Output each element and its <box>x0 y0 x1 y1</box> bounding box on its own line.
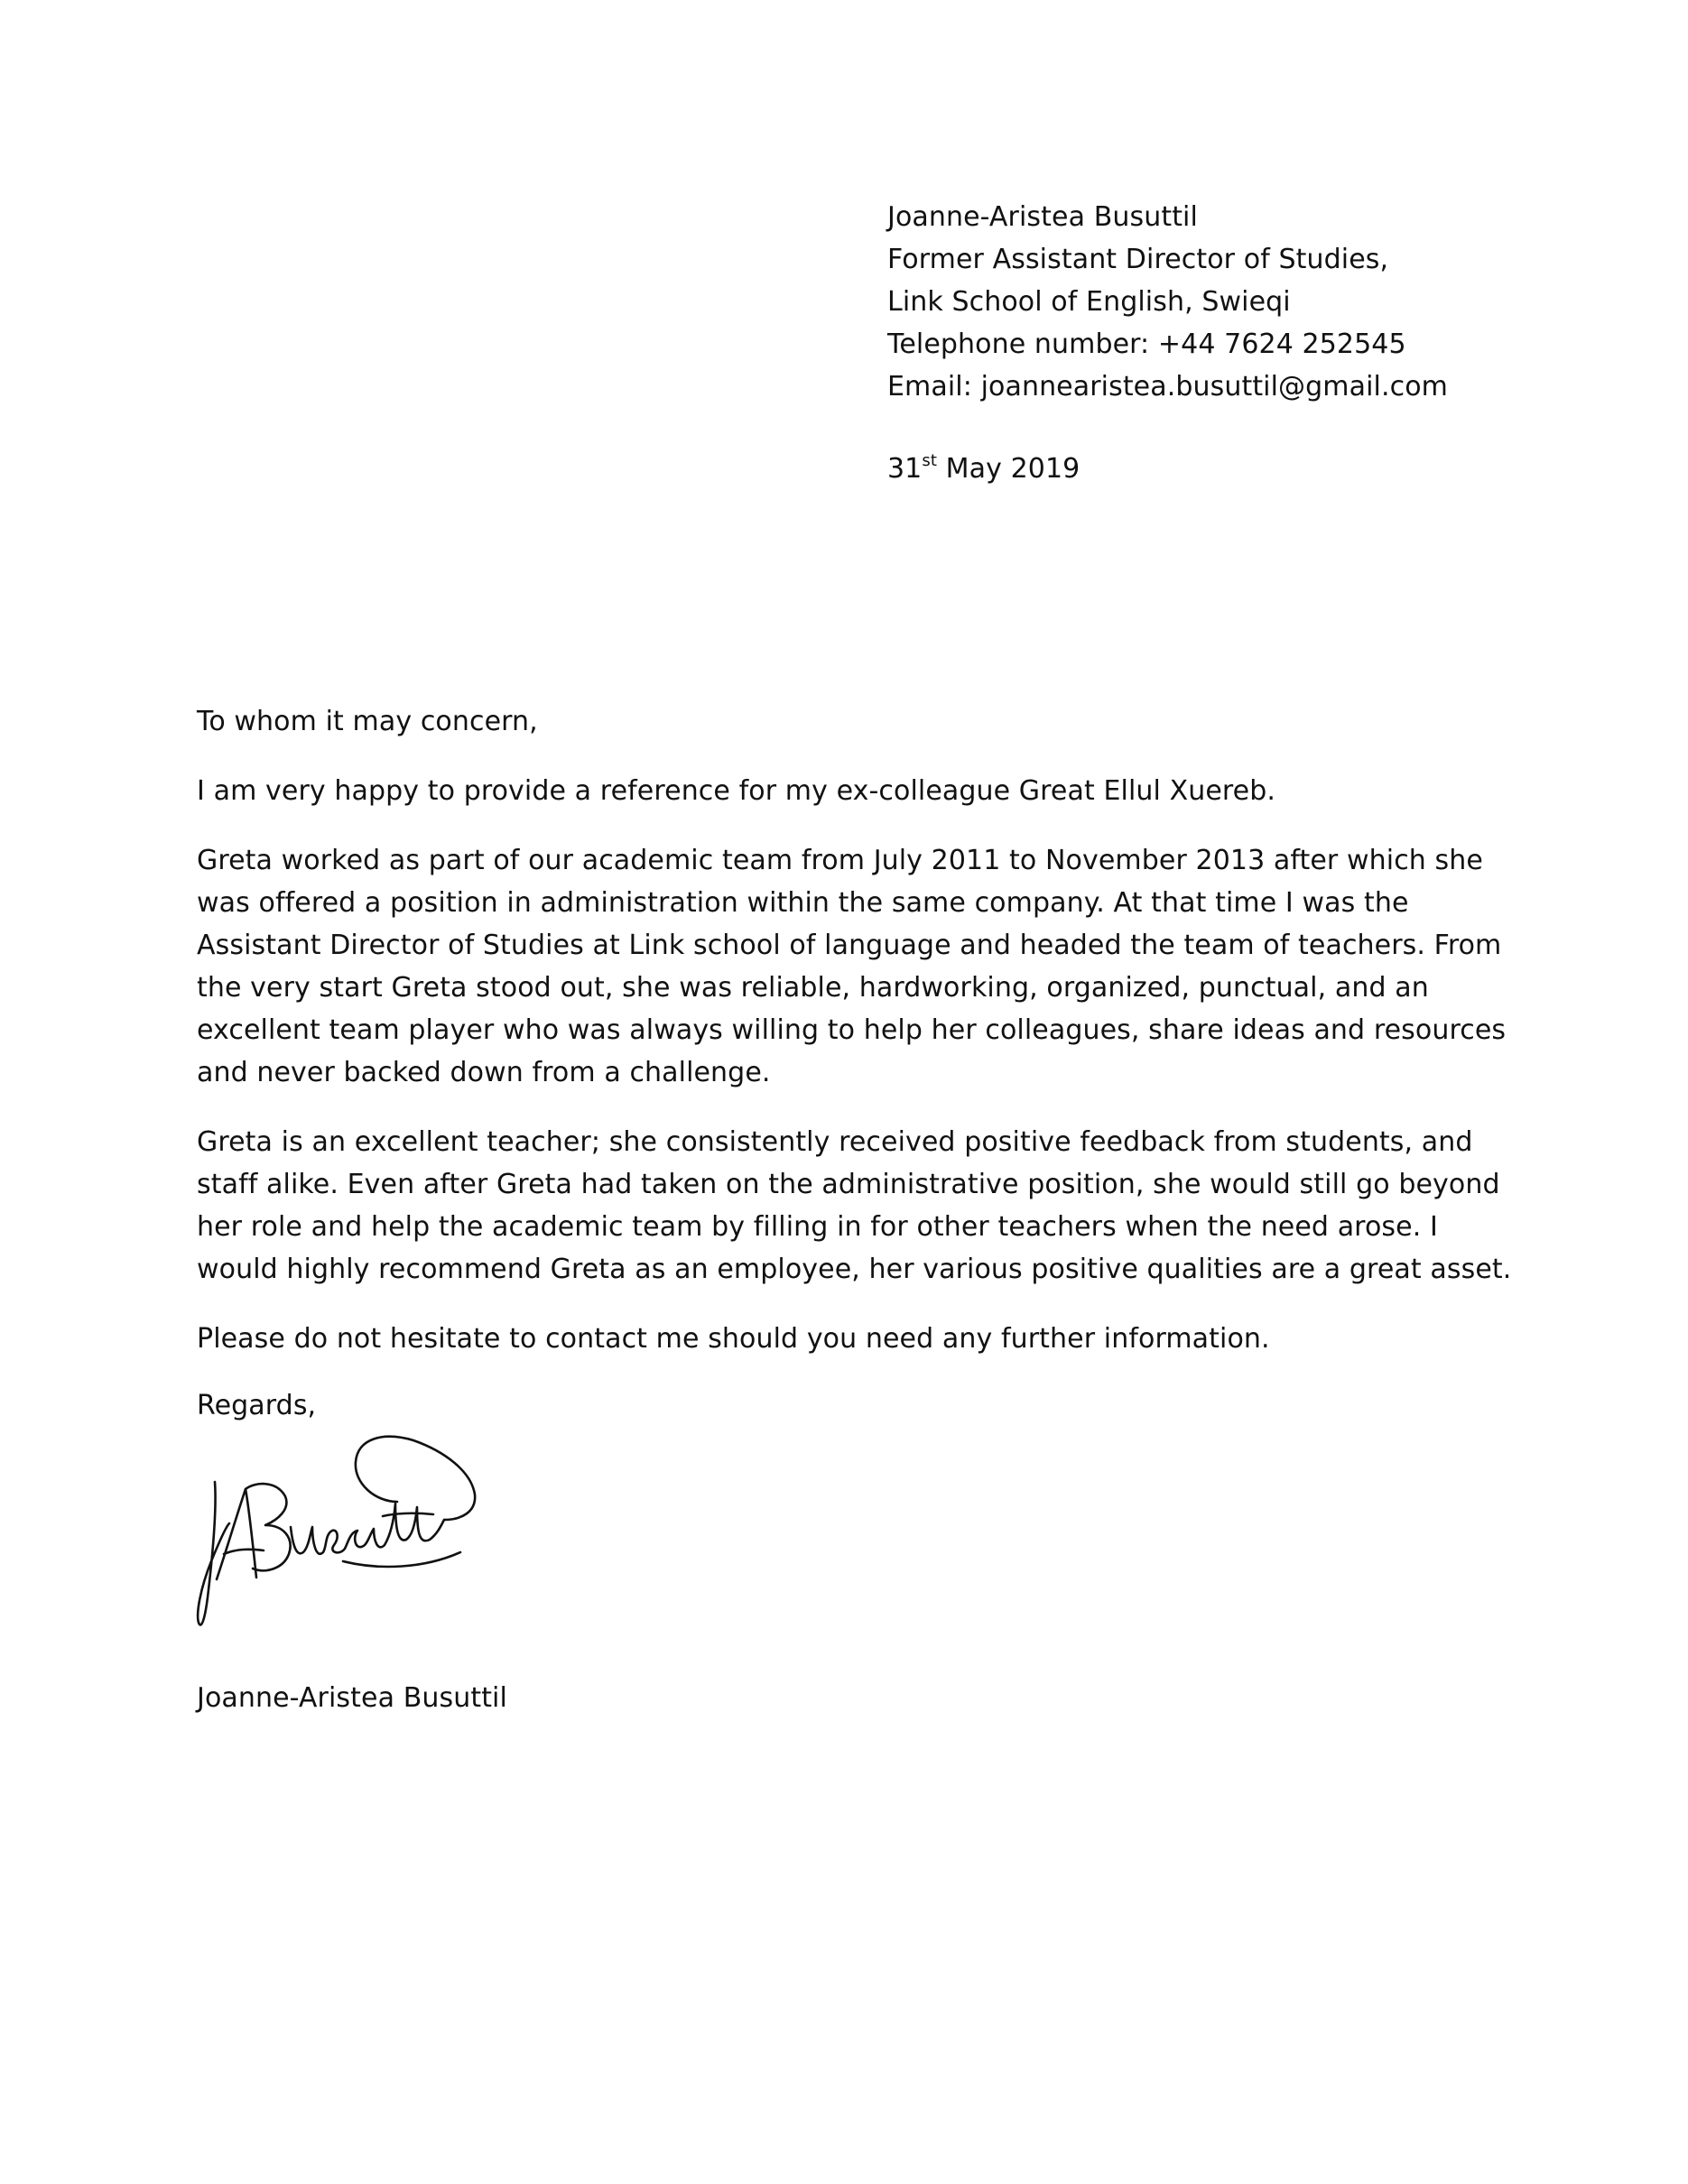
sender-telephone: Telephone number: +44 7624 252545 <box>887 329 1406 360</box>
date-suffix: st <box>922 451 938 470</box>
body-paragraph-3: Greta is an excellent teacher; she consistently received positive feedback from students, and staff alike. Even after Greta had taken on the administrative position, she would still go beyond her role and help the academic team by filling in for other teachers when the need arose. I would highly recommend Greta as an employee, her various positive qualities are a great asset. <box>197 1126 1512 1285</box>
body-paragraph-4: Please do not hesitate to contact me should you need any further information. <box>197 1323 1270 1355</box>
sender-block <box>887 196 1664 408</box>
sender-title: Former Assistant Director of Studies, <box>887 244 1389 275</box>
sender-email: Email: joannearistea.busuttil@gmail.com <box>887 371 1448 403</box>
signature-stroke-tail <box>343 1552 460 1567</box>
letter-date <box>887 448 1080 490</box>
handwritten-signature <box>190 1426 478 1643</box>
sender-name: Joanne-Aristea Busuttil <box>887 201 1198 233</box>
date-month-year: May 2019 <box>945 453 1081 485</box>
signer-name: Joanne-Aristea Busuttil <box>197 1682 507 1714</box>
date-day: 31 <box>887 453 923 485</box>
body-paragraph-2: Greta worked as part of our academic team from July 2011 to November 2013 after which she was offered a position in administration within the same company. At that time I was the Assistant Director of Studies at Link school of language and headed the team of teachers. From the very start Greta stood out, she was reliable, hardworking, organized, punctual, and an excellent team player who was always willing to help her colleagues, share ideas and resources and never backed down from a challenge. <box>197 845 1507 1088</box>
body-paragraph-1: I am very happy to provide a reference for my ex-colleague Great Ellul Xuereb. <box>197 775 1276 807</box>
signature-stroke-usuttil <box>291 1504 444 1554</box>
signature-stroke-b <box>246 1484 291 1570</box>
signature-stroke-loop <box>356 1437 475 1520</box>
salutation: To whom it may concern, <box>197 706 538 737</box>
sender-organization: Link School of English, Swieqi <box>887 286 1291 318</box>
closing: Regards, <box>197 1390 317 1421</box>
letter-body <box>197 700 1524 1387</box>
signature-stroke-crossbar <box>383 1513 433 1516</box>
